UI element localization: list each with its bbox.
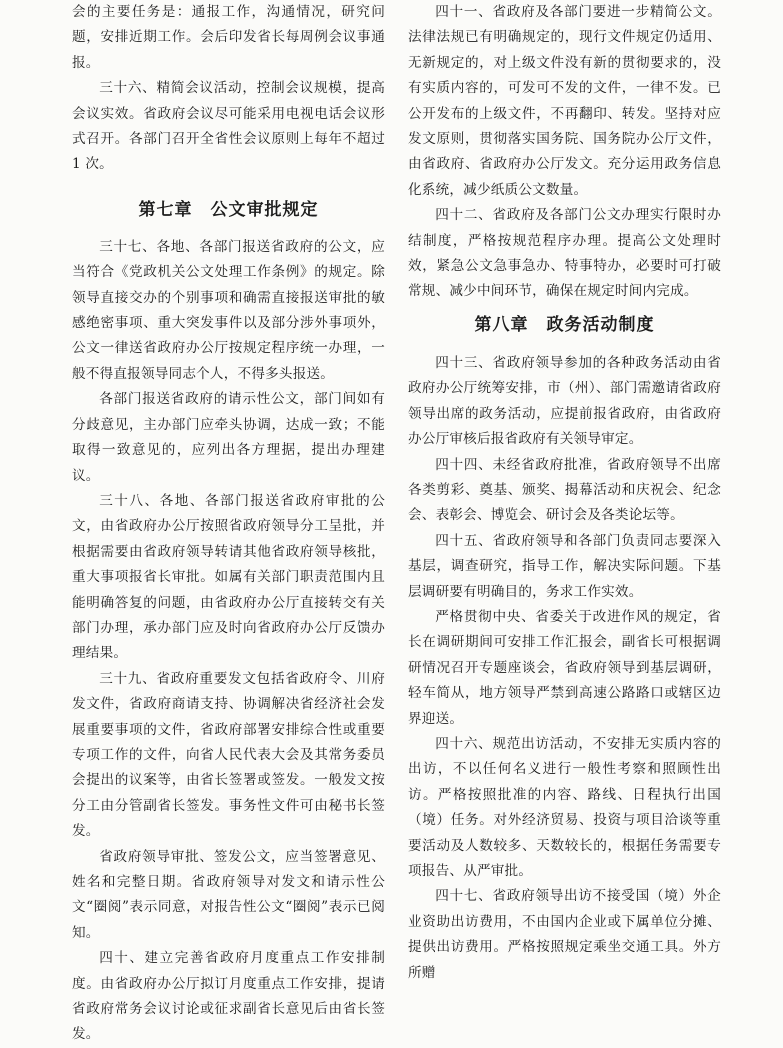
article-37: 三十七、各地、各部门报送省政府的公文，应当符合《党政机关公文处理工作条例》的规定。除领导直接交办的个别事项和确需直接报送审批的敏感绝密事项、重大突发事件以及部分涉外事项外，公文一律送省政府办公厅按规定程序统一办理，一般不得直报领导同志个人，不得多头报送。 (72, 238, 385, 382)
article-44: 四十四、未经省政府批准，省政府领导不出席各类剪彩、奠基、颁奖、揭幕活动和庆祝会、纪念会、表彰会、博览会、研讨会及各类论坛等。 (408, 456, 721, 524)
chapter-8-heading: 第八章 政务活动制度 (474, 314, 655, 335)
article-39-paragraph-2: 省政府领导审批、签发公文，应当签署意见、姓名和完整日期。省政府领导对发文和请示性公文“圈阅”表示同意，对报告性公文“圈阅”表示已阅知。 (72, 848, 385, 941)
article-43: 四十三、省政府领导参加的各种政务活动由省政府办公厅统筹安排，市（州）、部门需邀请省政府领导出席的政务活动，应提前报省政府，由省政府办公厅审核后报省政府有关领导审定。 (408, 354, 721, 448)
article-45-paragraph-2: 严格贯彻中央、省委关于改进作风的规定，省长在调研期间可安排工作汇报会，副省长可根据调研情况召开专题座谈会，省政府领导到基层调研，轻车简从，地方领导严禁到高速公路路口或辖区边界迎送。 (408, 608, 721, 727)
article-47: 四十七、省政府领导出访不接受国（境）外企业资助出访费用，不由国内企业或下属单位分摊、提供出访费用。严格按照规定乘坐交通工具。外方所赠 (408, 888, 721, 981)
article-41: 四十一、省政府及各部门要进一步精简公文。法律法规已有明确规定的，现行文件规定仍适用、无新规定的，对上级文件没有新的贯彻要求的，没有实质内容的，可发可不发的文件，一律不发。已公开发布的上级文件，不再翻印、转发。坚持对应发文原则，贯彻落实国务院、国务院办公厅文件，由省政府、省政府办公厅发文。充分运用政务信息化系统，减少纸质公文数量。 (408, 4, 721, 198)
article-37-paragraph-2: 各部门报送省政府的请示性公文，部门间如有分歧意见，主办部门应牵头协调，达成一致；不能取得一致意见的，应列出各方理据，提出办理建议。 (72, 391, 385, 484)
left-column (72, 0, 385, 1048)
article-36: 三十六、精简会议活动，控制会议规模，提高会议实效。省政府会议尽可能采用电视电话会议形式召开。各部门召开全省性会议原则上每年不超过 1 次。 (72, 80, 385, 173)
chapter-7-heading: 第七章 公文审批规定 (138, 199, 319, 220)
paragraph-continuation: 会的主要任务是：通报工作，沟通情况，研究问题，安排近期工作。会后印发省长每周例会议事通报。 (72, 4, 385, 71)
article-45: 四十五、省政府领导和各部门负责同志要深入基层，调查研究，指导工作，解决实际问题。下基层调研要有明确目的，务求工作实效。 (408, 532, 721, 600)
article-42: 四十二、省政府及各部门公文办理实行限时办结制度，严格按规范程序办理。提高公文处理时效，紧急公文急事急办、特事特办，必要时可打破常规、减少中间环节，确保在规定时间内完成。 (408, 207, 721, 300)
right-column (408, 0, 721, 986)
article-38: 三十八、各地、各部门报送省政府审批的公文，由省政府办公厅按照省政府领导分工呈批，并根据需要由省政府领导转请其他省政府领导核批，重大事项报省长审批。如属有关部门职责范围内且能明确答复的问题，由省政府办公厅直接转交有关部门办理，承办部门应及时向省政府办公厅反馈办理结果。 (72, 492, 385, 662)
article-39: 三十九、省政府重要发文包括省政府令、川府发文件，省政府商请支持、协调解决省经济社会发展重要事项的文件，省政府部署安排综合性或重要专项工作的文件，向省人民代表大会及其常务委员会提出的议案等，由省长签署或签发。一般发文按分工由分管副省长签发。事务性文件可由秘书长签发。 (72, 670, 385, 840)
article-46: 四十六、规范出访活动，不安排无实质内容的出访，不以任何名义进行一般性考察和照顾性出访。严格按照批准的内容、路线、日程执行出国（境）任务。对外经济贸易、投资与项目洽谈等重要活动及人数较多、天数较长的，根据任务需要专项报告、从严审批。 (408, 735, 721, 879)
article-40: 四十、建立完善省政府月度重点工作安排制度。由省政府办公厅拟订月度重点工作安排，提请省政府常务会议讨论或征求副省长意见后由省长签发。 (72, 950, 385, 1043)
